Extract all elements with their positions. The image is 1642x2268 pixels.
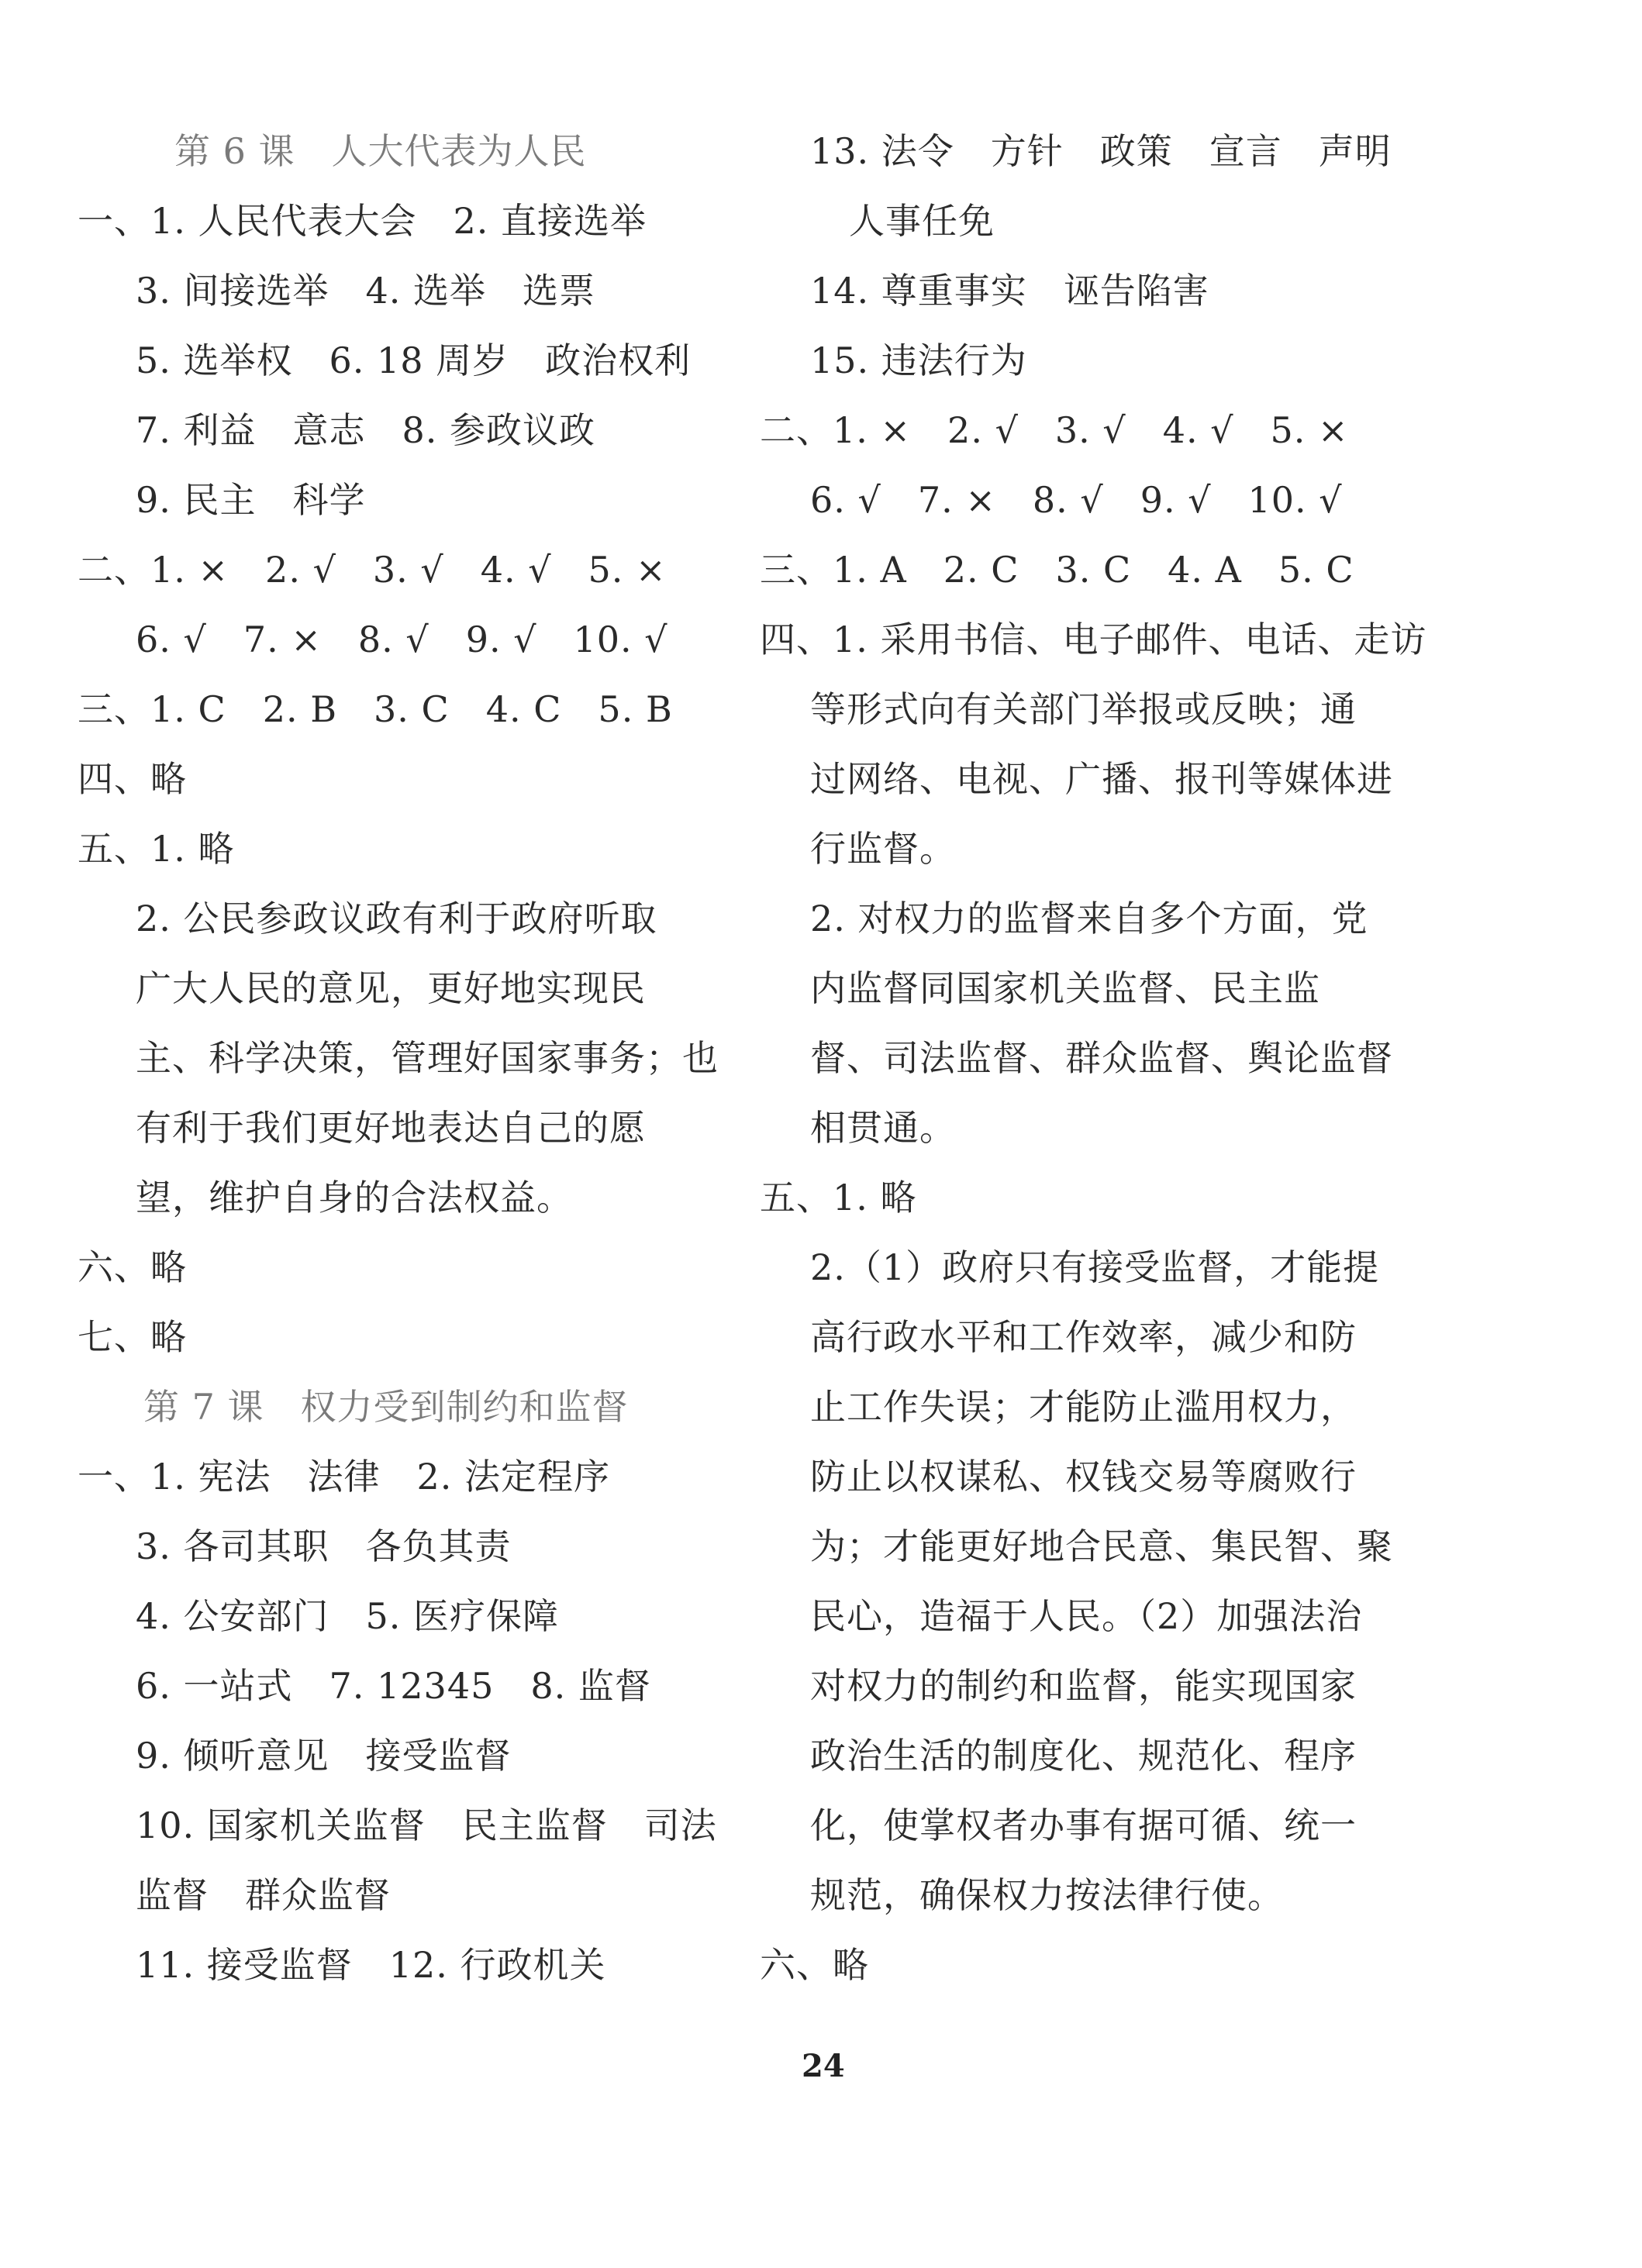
answer-line: 15. 违法行为 — [810, 340, 1027, 381]
answer-line: 2. 对权力的监督来自多个方面，党 — [810, 898, 1368, 939]
answer-line: 3. 各司其职 各负其责 — [136, 1525, 512, 1567]
answer-line: 监督 群众监督 — [136, 1874, 391, 1916]
answer-line: 过网络、电视、广播、报刊等媒体进 — [810, 758, 1393, 800]
answer-line: 相贯通。 — [810, 1107, 956, 1149]
answer-line: 督、司法监督、群众监督、舆论监督 — [810, 1037, 1393, 1079]
answer-line: 防止以权谋私、权钱交易等腐败行 — [810, 1456, 1357, 1498]
answer-line: 10. 国家机关监督 民主监督 司法 — [136, 1804, 717, 1846]
answer-line: 6. √ 7. × 8. √ 9. √ 10. √ — [136, 619, 668, 660]
answer-line: 二、1. × 2. √ 3. √ 4. √ 5. × — [78, 549, 667, 591]
answer-line: 望，维护自身的合法权益。 — [136, 1177, 573, 1218]
answer-line: 广大人民的意见，更好地实现民 — [136, 967, 646, 1009]
page-number: 24 — [802, 2048, 845, 2084]
answer-line: 五、1. 略 — [78, 828, 235, 870]
answer-line: 六、略 — [78, 1246, 187, 1288]
lesson-title: 第 6 课 人大代表为人民 — [174, 130, 587, 172]
answer-line: 11. 接受监督 12. 行政机关 — [136, 1944, 606, 1986]
answer-line: 人事任免 — [849, 200, 995, 242]
answer-line: 政治生活的制度化、规范化、程序 — [810, 1735, 1357, 1777]
answer-line: 一、1. 人民代表大会 2. 直接选举 — [78, 200, 647, 242]
answer-line: 高行政水平和工作效率，减少和防 — [810, 1316, 1357, 1358]
answer-line: 4. 公安部门 5. 医疗保障 — [136, 1595, 560, 1637]
answer-line: 五、1. 略 — [760, 1177, 917, 1218]
answer-line: 6. 一站式 7. 12345 8. 监督 — [136, 1665, 651, 1707]
answer-line: 四、1. 采用书信、电子邮件、电话、走访 — [760, 619, 1427, 660]
answer-line: 6. √ 7. × 8. √ 9. √ 10. √ — [810, 479, 1343, 521]
answer-line: 三、1. C 2. B 3. C 4. C 5. B — [78, 688, 673, 730]
answer-line: 3. 间接选举 4. 选举 选票 — [136, 270, 596, 312]
answer-line: 内监督同国家机关监督、民主监 — [810, 967, 1320, 1009]
answer-line: 9. 民主 科学 — [136, 479, 366, 521]
answer-line: 止工作失误；才能防止滥用权力， — [810, 1386, 1357, 1428]
answer-line: 行监督。 — [810, 828, 956, 870]
answer-line: 等形式向有关部门举报或反映；通 — [810, 688, 1357, 730]
answer-line: 二、1. × 2. √ 3. √ 4. √ 5. × — [760, 409, 1349, 451]
answer-line: 四、略 — [78, 758, 187, 800]
answer-line: 2.（1）政府只有接受监督，才能提 — [810, 1246, 1380, 1288]
answer-line: 为；才能更好地合民意、集民智、聚 — [810, 1525, 1393, 1567]
answer-line: 三、1. A 2. C 3. C 4. A 5. C — [760, 549, 1354, 591]
answer-line: 7. 利益 意志 8. 参政议政 — [136, 409, 596, 451]
answer-line: 5. 选举权 6. 18 周岁 政治权利 — [136, 340, 692, 381]
answer-line: 14. 尊重事实 诬告陷害 — [810, 270, 1209, 312]
answer-line: 2. 公民参政议政有利于政府听取 — [136, 898, 657, 939]
answer-line: 化，使掌权者办事有据可循、统一 — [810, 1804, 1357, 1846]
answer-line: 民心，造福于人民。（2）加强法治 — [810, 1595, 1363, 1637]
answer-line: 13. 法令 方针 政策 宣言 声明 — [810, 130, 1392, 172]
answer-line: 9. 倾听意见 接受监督 — [136, 1735, 512, 1777]
answer-line: 六、略 — [760, 1944, 869, 1986]
answer-line: 一、1. 宪法 法律 2. 法定程序 — [78, 1456, 611, 1498]
answer-line: 规范，确保权力按法律行使。 — [810, 1874, 1284, 1916]
answer-line: 七、略 — [78, 1316, 187, 1358]
answer-line: 主、科学决策，管理好国家事务；也 — [136, 1037, 719, 1079]
lesson-title: 第 7 课 权力受到制约和监督 — [143, 1386, 629, 1428]
answer-line: 对权力的制约和监督，能实现国家 — [810, 1665, 1357, 1707]
answer-line: 有利于我们更好地表达自己的愿 — [136, 1107, 646, 1149]
